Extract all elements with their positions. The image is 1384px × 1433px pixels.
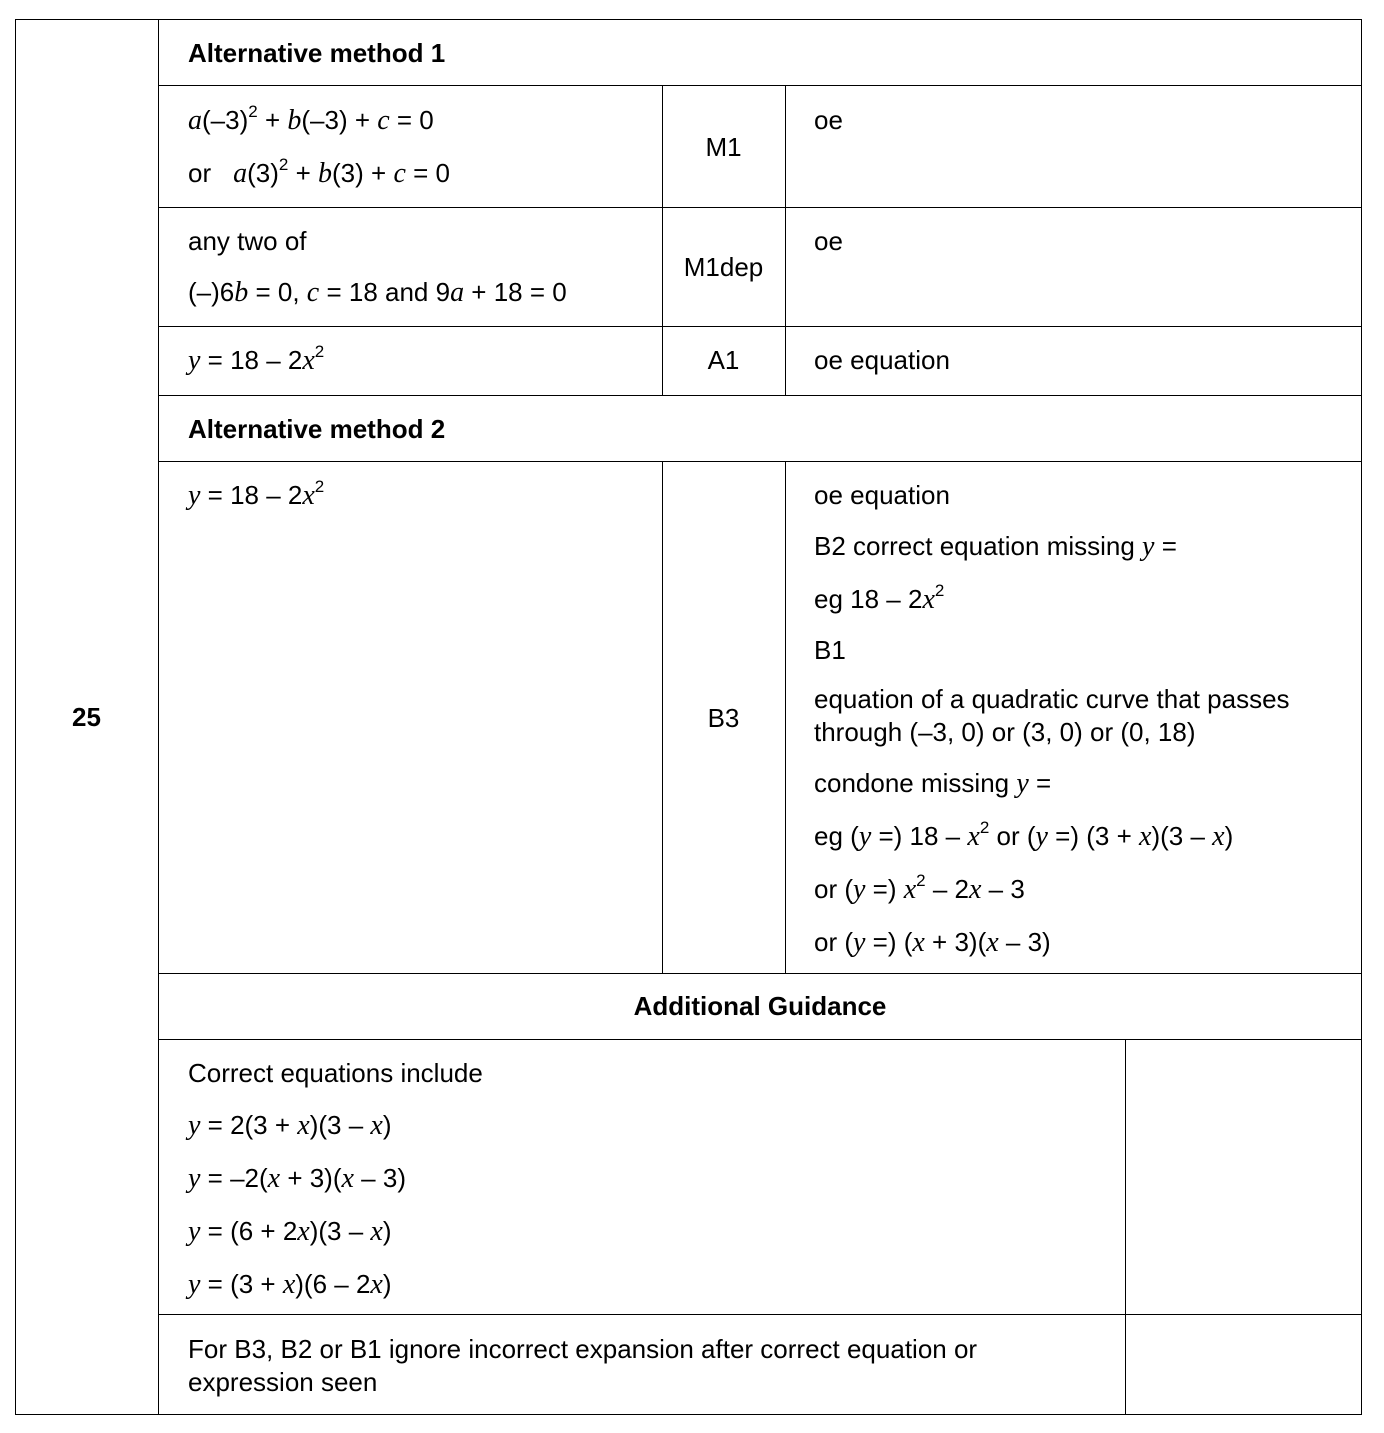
- alt1-heading: Alternative method 1: [188, 38, 446, 68]
- answer-line: (–)6b = 0, c = 18 and 9a + 18 = 0: [188, 277, 567, 308]
- rule-bottom: [15, 1414, 1362, 1415]
- rule: [158, 973, 1362, 974]
- alt1-row3-comment: oe equation: [814, 345, 950, 375]
- answer-line: $a(-3)^2 + b(-3) + c = 0$: [188, 102, 434, 136]
- guidance-equation: y = 2(3 + x)(3 – x): [188, 1110, 392, 1141]
- alt2-comments: [814, 480, 1354, 958]
- alt2-answer: $y = 18 - 2x^2$: [188, 477, 325, 511]
- alt1-row3-answer: $y = 18 - 2x^2$: [188, 342, 325, 376]
- rule: [158, 461, 1362, 462]
- alt1-row2-comment: oe: [814, 226, 843, 256]
- answer-line: any two of: [188, 226, 307, 256]
- guidance-equation: y = (6 + 2x)(3 – x): [188, 1216, 392, 1247]
- comment-line: or (y =) (x + 3)(x – 3): [814, 927, 1051, 958]
- alt1-row1-mark: M1: [705, 132, 742, 162]
- alt1-row2-mark: M1dep: [683, 252, 764, 282]
- comment-line: oe equation: [814, 480, 950, 510]
- comment-line: B2 correct equation missing y =: [814, 531, 1177, 562]
- question-number: 25: [72, 702, 101, 732]
- rule: [1125, 1039, 1126, 1415]
- comment-line: equation of a quadratic curve that passes through (–3, 0) or (3, 0) or (0, 18): [814, 684, 1290, 747]
- comment-line: or (y =) $x^2 - 2x - 3$: [814, 871, 1025, 905]
- alt1-row3-mark: A1: [707, 345, 740, 375]
- comment-line: eg $18 - 2x^2$: [814, 581, 945, 615]
- guidance-heading: Additional Guidance: [633, 991, 887, 1021]
- rule: [158, 85, 1362, 86]
- rule-top: [15, 19, 1362, 20]
- rule: [158, 395, 1362, 396]
- mark-scheme-table: [15, 19, 1362, 1415]
- rule: [158, 326, 1362, 327]
- guidance-equation: y = –2(x + 3)(x – 3): [188, 1163, 406, 1194]
- answer-line: or $a(3)^2 + b(3) + c = 0$: [188, 155, 450, 189]
- comment-line: condone missing y =: [814, 768, 1052, 799]
- alt2-mark: B3: [707, 703, 740, 733]
- rule: [158, 19, 159, 1415]
- comment-line: eg (y =) $18 - x^2$ or (y =) (3 + x)(3 – x): [814, 818, 1234, 852]
- guidance-equations: [188, 1058, 1118, 1300]
- rule-right: [1361, 19, 1362, 1415]
- rule: [158, 207, 1362, 208]
- alt1-row1-answer: [188, 102, 658, 189]
- rule: [158, 1314, 1362, 1315]
- alt1-row2-answer: [188, 226, 658, 308]
- guidance-intro: Correct equations include: [188, 1058, 483, 1088]
- guidance-equation: y = (3 + x)(6 – 2x): [188, 1269, 392, 1300]
- alt1-row1-comment: oe: [814, 105, 843, 135]
- rule: [785, 461, 786, 973]
- guidance-note: For B3, B2 or B1 ignore incorrect expansion after correct equation or expression seen: [188, 1334, 978, 1397]
- alt2-heading: Alternative method 2: [188, 414, 446, 444]
- rule: [785, 85, 786, 395]
- rule: [158, 1039, 1362, 1040]
- comment-line: B1: [814, 635, 846, 665]
